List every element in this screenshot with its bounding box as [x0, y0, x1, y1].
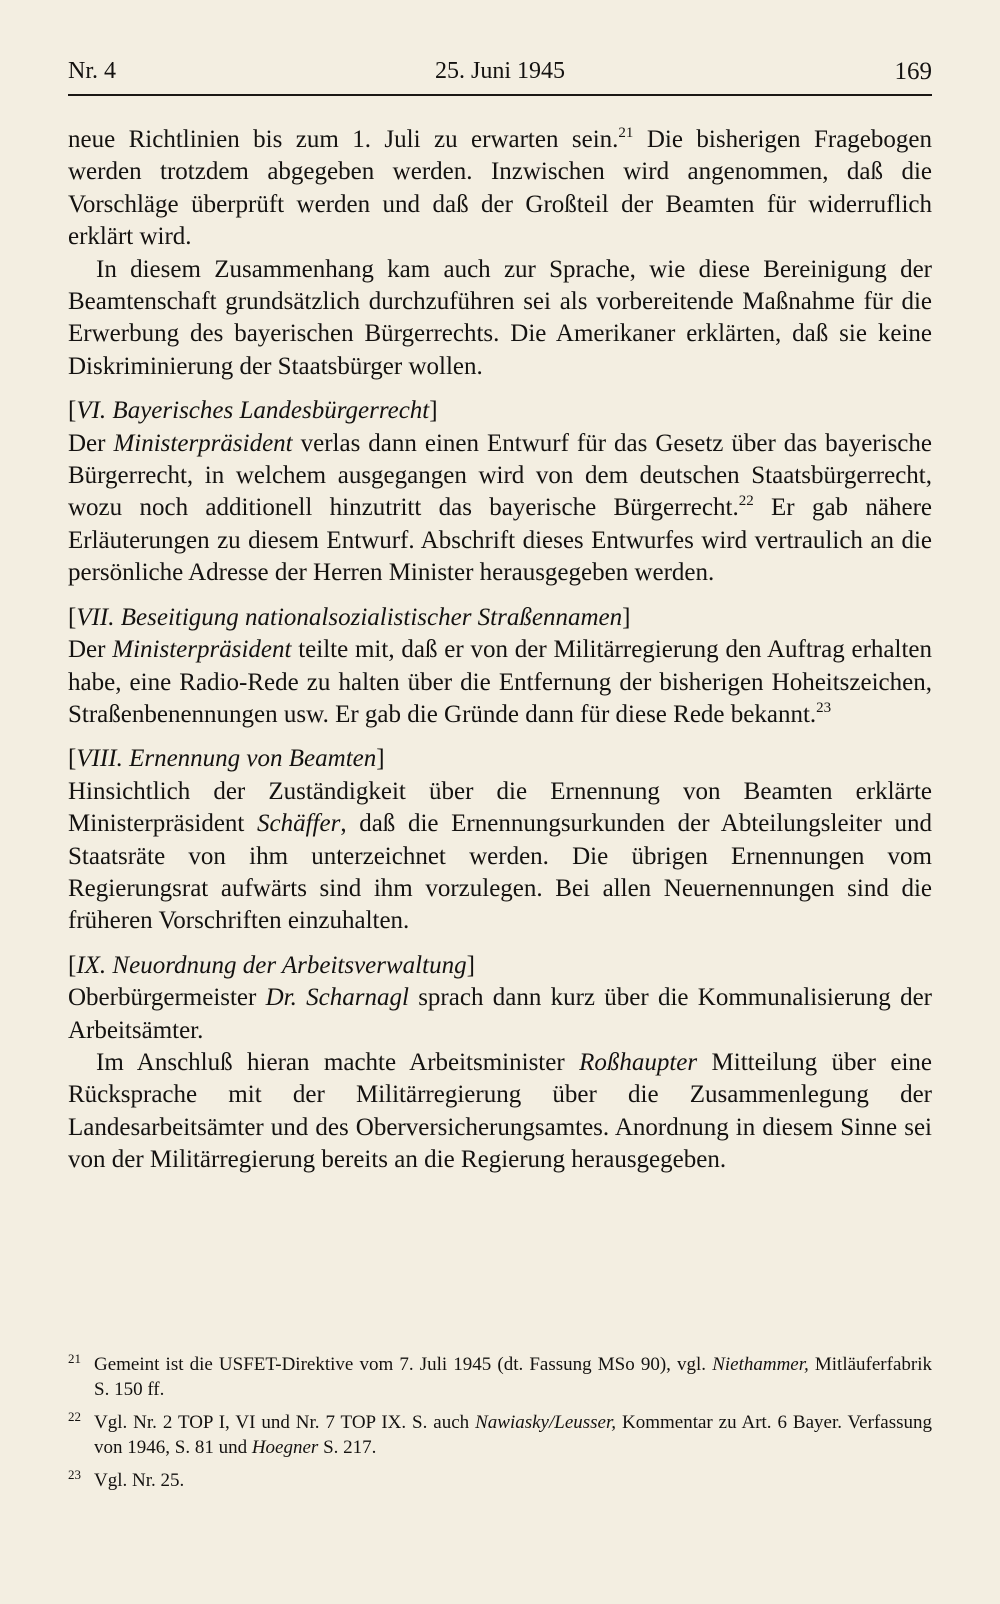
page-number: 169	[894, 58, 932, 85]
paragraph: neue Richtlinien bis zum 1. Juli zu erwarten sein.$^{21}$ Die bisherigen Fragebogen werden trotzdem abgegeben werden. Inzwischen wird angenommen, daß die Vorschläge überprüft werden und daß der Großteil der Beamten für widerruflich erklärt wird.	[68, 125, 932, 251]
footnote-number: 21	[68, 1351, 81, 1366]
footnote-ref: 23	[816, 699, 832, 716]
header-rule	[68, 94, 932, 96]
running-header	[68, 58, 932, 92]
section-heading: [VI. Bayerisches Landesbürgerrecht]	[68, 397, 438, 425]
section-heading: [IX. Neuordnung der Arbeitsverwaltung]	[68, 951, 475, 979]
footnote-ref: 21	[618, 125, 634, 141]
footnote: 23 Vgl. Nr. 25.	[68, 1468, 932, 1493]
footnote-number: 23	[68, 1467, 81, 1482]
footnote: 22 Vgl. Nr. 2 TOP I, VI und Nr. 7 TOP IX. S. auch Nawiasky/Leusser, Kommentar zu Art. 6 Bayer. Verfassung von 1946, S. 81 und Hoegner S. 217.	[68, 1410, 932, 1460]
paragraph: Der Ministerpräsident verlas dann einen Entwurf für das Gesetz über das bayerische Bürgerrecht, in welchem ausgegangen wird von dem deutschen Staatsbürgerrecht, wozu noch additionell hinzutritt das bayerische Bürgerrecht.$^{22}$ Er gab nähere Erläuterungen zu diesem Entwurf. Abschrift dieses Entwurfes wird vertraulich an die persönliche Adresse der Herren Minister herausgegeben werden.	[68, 429, 932, 587]
footnote: 21 Gemeint ist die USFET-Direktive vom 7. Juli 1945 (dt. Fassung MSo 90), vgl. Niethammer, Mitläuferfabrik S. 150 ff.	[68, 1352, 932, 1402]
document-number: Nr. 4	[68, 58, 116, 84]
paragraph: Oberbürgermeister Dr. Scharnagl sprach dann kurz über die Kommunalisierung der Arbeitsämter.	[68, 984, 932, 1044]
section-heading: [VIII. Ernennung von Beamten]	[68, 745, 385, 773]
footnote-number: 22	[68, 1409, 81, 1424]
header-date: 25. Juni 1945	[434, 58, 565, 84]
main-text	[68, 124, 932, 1177]
paragraph: Der Ministerpräsident teilte mit, daß er von der Militärregierung den Auftrag erhalten habe, eine Radio-Rede zu halten über die Entfernung der bisherigen Hoheitszeichen, Straßenbenennungen usw. Er gab die Gründe dann für diese Rede bekannt.$^{23}$	[68, 636, 932, 728]
section-heading: [VII. Beseitigung nationalsozialistischer Straßennamen]	[68, 603, 631, 631]
paragraph: In diesem Zusammenhang kam auch zur Sprache, wie diese Bereinigung der Beamtenschaft grundsätzlich durchzuführen sei als vorbereitende Maßnahme für die Erwerbung des bayerischen Bürgerrechts. Die Amerikaner erklärten, daß sie keine Diskriminierung der Staatsbürger wollen.	[68, 255, 932, 380]
footnote-ref: 22	[738, 493, 754, 510]
footnotes	[68, 1352, 932, 1501]
paragraph: Im Anschluß hieran machte Arbeitsminister Roßhaupter Mitteilung über eine Rücksprache mit der Militärregierung über die Zusammenlegung der Landesarbeitsämter und des Oberversicherungsamtes. Anordnung in diesem Sinne sei von der Militärregierung bereits an die Regierung herausgegeben.	[68, 1048, 932, 1174]
paragraph: Hinsichtlich der Zuständigkeit über die Ernennung von Beamten erklärte Ministerpräsident Schäffer, daß die Ernennungsurkunden der Abteilungsleiter und Staatsräte von ihm unterzeichnet werden. Die übrigen Ernennungen vom Regierungsrat aufwärts sind ihm vorzulegen. Bei allen Neuernennungen sind die früheren Vorschriften einzuhalten.	[68, 777, 932, 935]
